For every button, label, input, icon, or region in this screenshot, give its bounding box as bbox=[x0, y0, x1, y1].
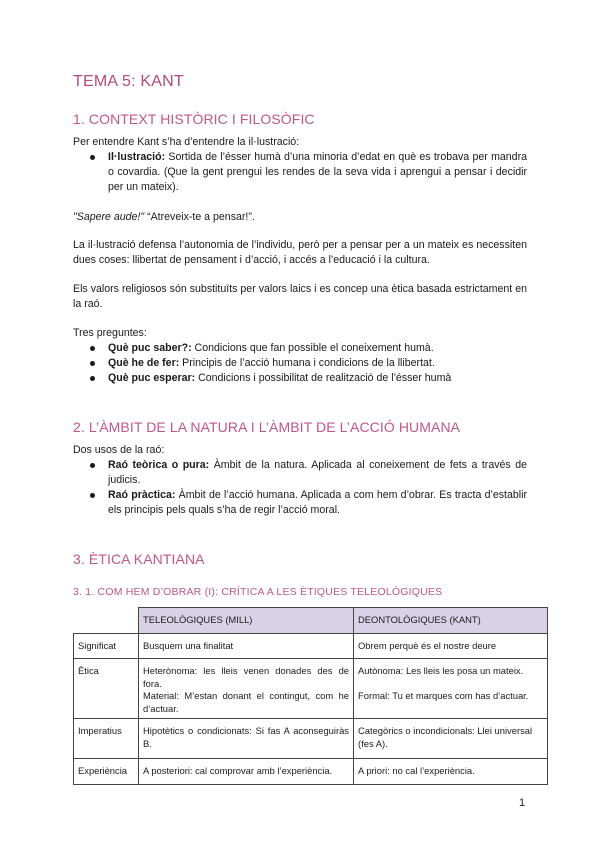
cell-line: Material: M’estan donant el contingut, com he d’actuar. bbox=[143, 690, 349, 714]
term: Raó pràctica: bbox=[108, 489, 176, 501]
bullet-icon bbox=[90, 155, 95, 160]
table-cell: Obrem perquè és el nostre deure bbox=[354, 633, 548, 659]
definition: Condicions que fan possible el coneixement humà. bbox=[191, 342, 434, 354]
list-item bbox=[73, 150, 527, 195]
list-item bbox=[73, 356, 527, 371]
questions-list bbox=[73, 341, 527, 386]
sapere-aude bbox=[73, 210, 527, 225]
bullet-icon bbox=[90, 376, 95, 381]
paragraph: Els valors religiosos són substituïts per valors laics i es concep una ètica basada estrictament en la raó. bbox=[73, 283, 527, 310]
table-row bbox=[74, 633, 548, 659]
cell-line: Heterònoma: les lleis venen donades des de fora. bbox=[143, 665, 349, 689]
row-label: Imperatius bbox=[74, 719, 139, 759]
table-cell: A priori: no cal l’experiència. bbox=[354, 759, 548, 785]
list-item bbox=[73, 341, 527, 356]
term: Il·lustració: bbox=[108, 151, 166, 163]
latin-motto: "Sapere aude!" bbox=[73, 211, 145, 223]
cell-line: Autònoma: Les lleis les posa un mateix. bbox=[358, 665, 524, 676]
term: Raó teòrica o pura: bbox=[108, 459, 210, 471]
empty-corner-cell bbox=[74, 608, 139, 634]
table-header-row bbox=[74, 608, 548, 634]
row-label: Ètica bbox=[74, 659, 139, 719]
document-title: TEMA 5: KANT bbox=[73, 73, 184, 90]
list-item bbox=[73, 371, 527, 386]
questions-intro: Tres preguntes: bbox=[73, 327, 147, 339]
term: Què puc saber?: bbox=[108, 342, 192, 354]
definition: Àmbit de la natura. Aplicada al coneixement de fets a través de judicis. bbox=[108, 459, 527, 486]
table-cell: Busquem una finalitat bbox=[139, 633, 354, 659]
reason-list bbox=[73, 458, 527, 518]
section-1-heading: 1. CONTEXT HISTÒRIC I FILOSÒFIC bbox=[73, 111, 315, 127]
bullet-icon bbox=[90, 493, 95, 498]
table-cell bbox=[139, 659, 354, 719]
table-cell: A posteriori: cal comprovar amb l’experiència. bbox=[139, 759, 354, 785]
illustration-list bbox=[73, 150, 527, 195]
table-row bbox=[74, 719, 548, 759]
table-cell: Hipotètics o condicionats: Si fas A aconseguiràs B. bbox=[139, 719, 354, 759]
table-cell: Categòrics o incondicionals: Llei universal (fes A). bbox=[354, 719, 548, 759]
bullet-icon bbox=[90, 346, 95, 351]
list-item bbox=[73, 488, 527, 518]
ethics-comparison-table bbox=[73, 607, 548, 785]
paragraph: La il·lustració defensa l’autonomia de l’individu, però per a pensar per a un mateix es necessiten dues coses: llibertat de pensament i d’acció, i accés a l’educació i la cultura. bbox=[73, 239, 527, 266]
list-item bbox=[73, 458, 527, 488]
subsection-heading: 3. 1. COM HEM D’OBRAR (I): CRÍTICA A LES ÈTIQUES TELEOLÒGIQUES bbox=[73, 586, 443, 598]
table-row bbox=[74, 659, 548, 719]
table-cell bbox=[354, 659, 548, 719]
page-number: 1 bbox=[519, 797, 526, 809]
bullet-icon bbox=[90, 361, 95, 366]
column-header: DEONTOLÒGIQUES (KANT) bbox=[354, 608, 548, 634]
table-row bbox=[74, 759, 548, 785]
definition: Principis de l’acció humana i condicions de la llibertat. bbox=[179, 357, 435, 369]
section-2-intro: Dos usos de la raó: bbox=[73, 444, 165, 456]
term: Què he de fer: bbox=[108, 357, 180, 369]
section-3-heading: 3. ÈTICA KANTIANA bbox=[73, 551, 205, 567]
section-2-heading: 2. L’ÀMBIT DE LA NATURA I L’ÀMBIT DE L’ACCIÓ HUMANA bbox=[73, 419, 461, 435]
definition: Sortida de l’ésser humà d’una minoria d’edat en què es trobava per mandra o covardia. (Que la gent prengui les rendes de la seva vida i aprengui a pensar i decidir per un mateix). bbox=[108, 151, 527, 193]
cell-line: Formal: Tu et marques com has d’actuar. bbox=[358, 689, 529, 701]
motto-translation: “Atreveix-te a pensar!”. bbox=[144, 211, 255, 223]
definition: Condicions i possibilitat de realització de l’ésser humà bbox=[195, 372, 452, 384]
row-label: Significat bbox=[74, 633, 139, 659]
term: Què puc esperar: bbox=[108, 372, 196, 384]
section-1-intro: Per entendre Kant s’ha d’entendre la il·lustració: bbox=[73, 136, 300, 148]
column-header: TELEOLÒGIQUES (MILL) bbox=[139, 608, 354, 634]
row-label: Experiència bbox=[74, 759, 139, 785]
bullet-icon bbox=[90, 463, 95, 468]
definition: Àmbit de l’acció humana. Aplicada a com hem d’obrar. Es tracta d’establir els principis pels quals s’ha de regir l’acció moral. bbox=[108, 489, 527, 516]
